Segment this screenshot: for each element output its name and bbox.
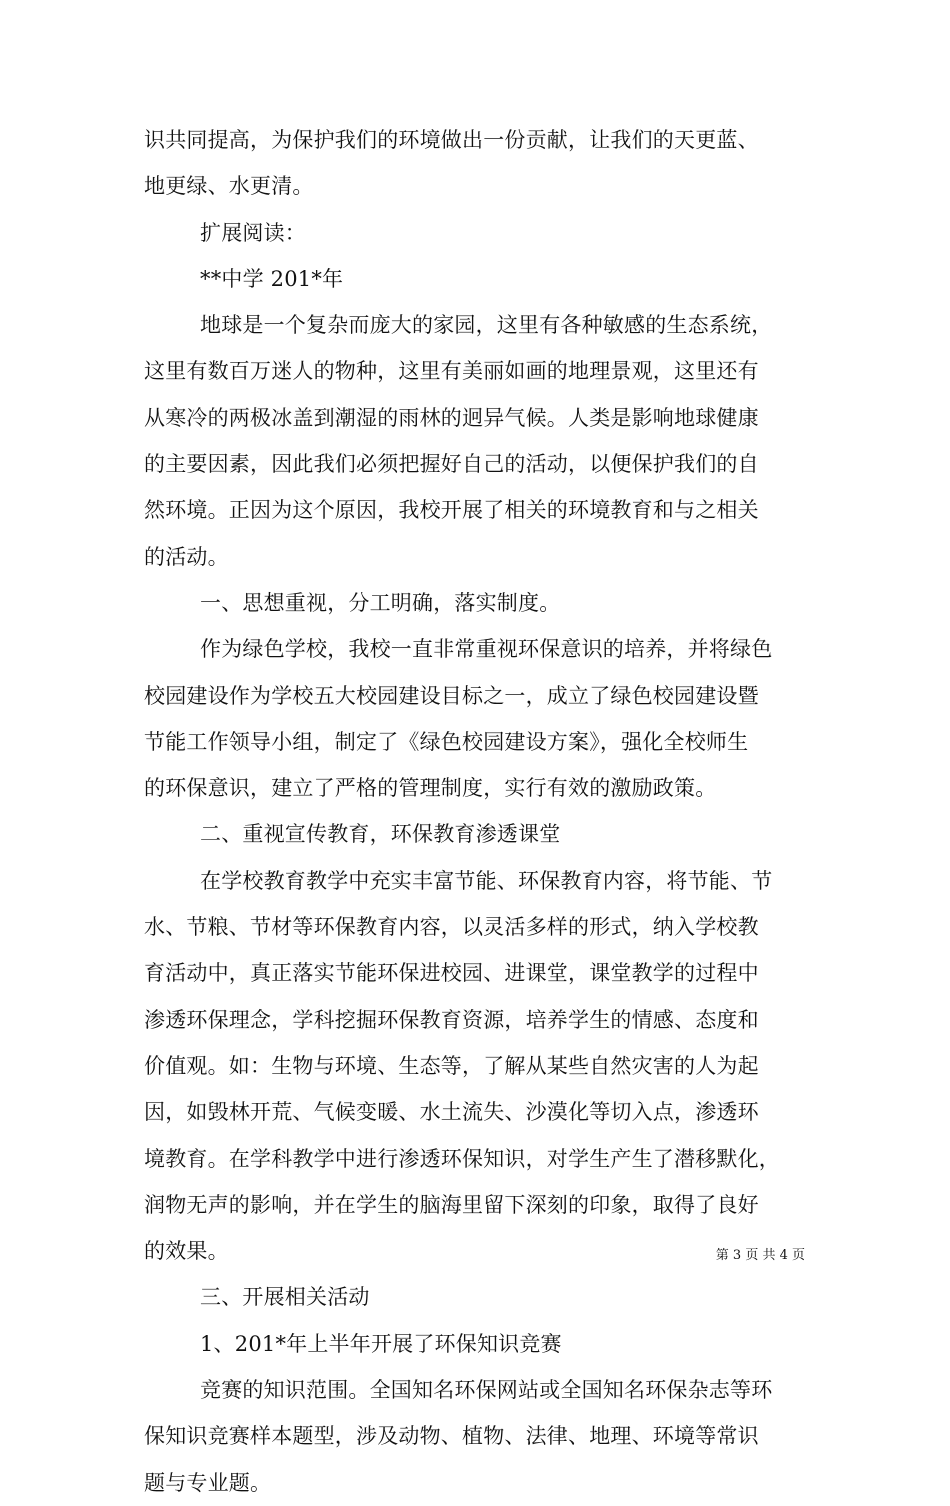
text-line: 育活动中，真正落实节能环保进校园、进课堂，课堂教学的过程中	[144, 961, 759, 986]
text-line: 的效果。	[144, 1239, 229, 1264]
text-line: 识共同提高，为保护我们的环境做出一份贡献，让我们的天更蓝、	[144, 128, 759, 152]
text-line: 地球是一个复杂而庞大的家园，这里有各种敏感的生态系统，	[200, 313, 773, 338]
section-heading: 二、重视宣传教育，环保教育渗透课堂	[200, 822, 561, 847]
page-number: 第 3 页 共 4 页	[715, 1248, 805, 1263]
text-line: 这里有数百万迷人的物种，这里有美丽如画的地理景观，这里还有	[144, 359, 759, 384]
text-line: 水、节粮、节材等环保教育内容，以灵活多样的形式，纳入学校教	[144, 915, 759, 940]
text-line: 价值观。如：生物与环境、生态等，了解从某些自然灾害的人为起	[144, 1053, 759, 1078]
text-line: 在学校教育教学中充实丰富节能、环保教育内容，将节能、节	[200, 868, 773, 893]
text-line: 然环境。正因为这个原因，我校开展了相关的环境教育和与之相关	[144, 498, 759, 523]
text-line: 渗透环保理念，学科挖掘环保教育资源，培养学生的情感、态度和	[144, 1007, 759, 1032]
text-line: 保知识竞赛样本题型，涉及动物、植物、法律、地理、环境等常识	[144, 1424, 759, 1449]
section-heading: 一、思想重视，分工明确，落实制度。	[200, 590, 561, 615]
section-heading: 三、开展相关活动	[200, 1285, 370, 1310]
text-line: 境教育。在学科教学中进行渗透环保知识，对学生产生了潜移默化，	[144, 1146, 780, 1171]
text-line: 节能工作领导小组，制定了《绿色校园建设方案》，强化全校师生	[144, 729, 749, 754]
text-line: 竞赛的知识范围。全国知名环保网站或全国知名环保杂志等环	[200, 1378, 773, 1403]
text-line: 因，如毁林开荒、气候变暖、水土流失、沙漠化等切入点，渗透环	[144, 1100, 759, 1125]
text-line: 的活动。	[144, 544, 229, 569]
text-line: 校园建设作为学校五大校园建设目标之一，成立了绿色校园建设暨	[144, 683, 759, 708]
text-line: **中学 201*年	[200, 266, 344, 291]
text-line: 的环保意识，建立了严格的管理制度，实行有效的激励政策。	[144, 776, 717, 801]
subsection-heading: 1、201*年上半年开展了环保知识竞赛	[200, 1331, 562, 1356]
text-line: 润物无声的影响，并在学生的脑海里留下深刻的印象，取得了良好	[144, 1192, 759, 1217]
text-line: 地更绿、水更清。	[144, 174, 314, 199]
text-line: 作为绿色学校，我校一直非常重视环保意识的培养，并将绿色	[200, 637, 773, 662]
text-line: 从寒冷的两极冰盖到潮湿的雨林的迥异气候。人类是影响地球健康	[144, 405, 759, 430]
text-line: 的主要因素，因此我们必须把握好自己的活动，以便保护我们的自	[144, 452, 759, 477]
text-line: 题与专业题。	[144, 1470, 272, 1495]
document-body	[144, 117, 812, 1506]
text-line: 扩展阅读：	[200, 220, 306, 245]
